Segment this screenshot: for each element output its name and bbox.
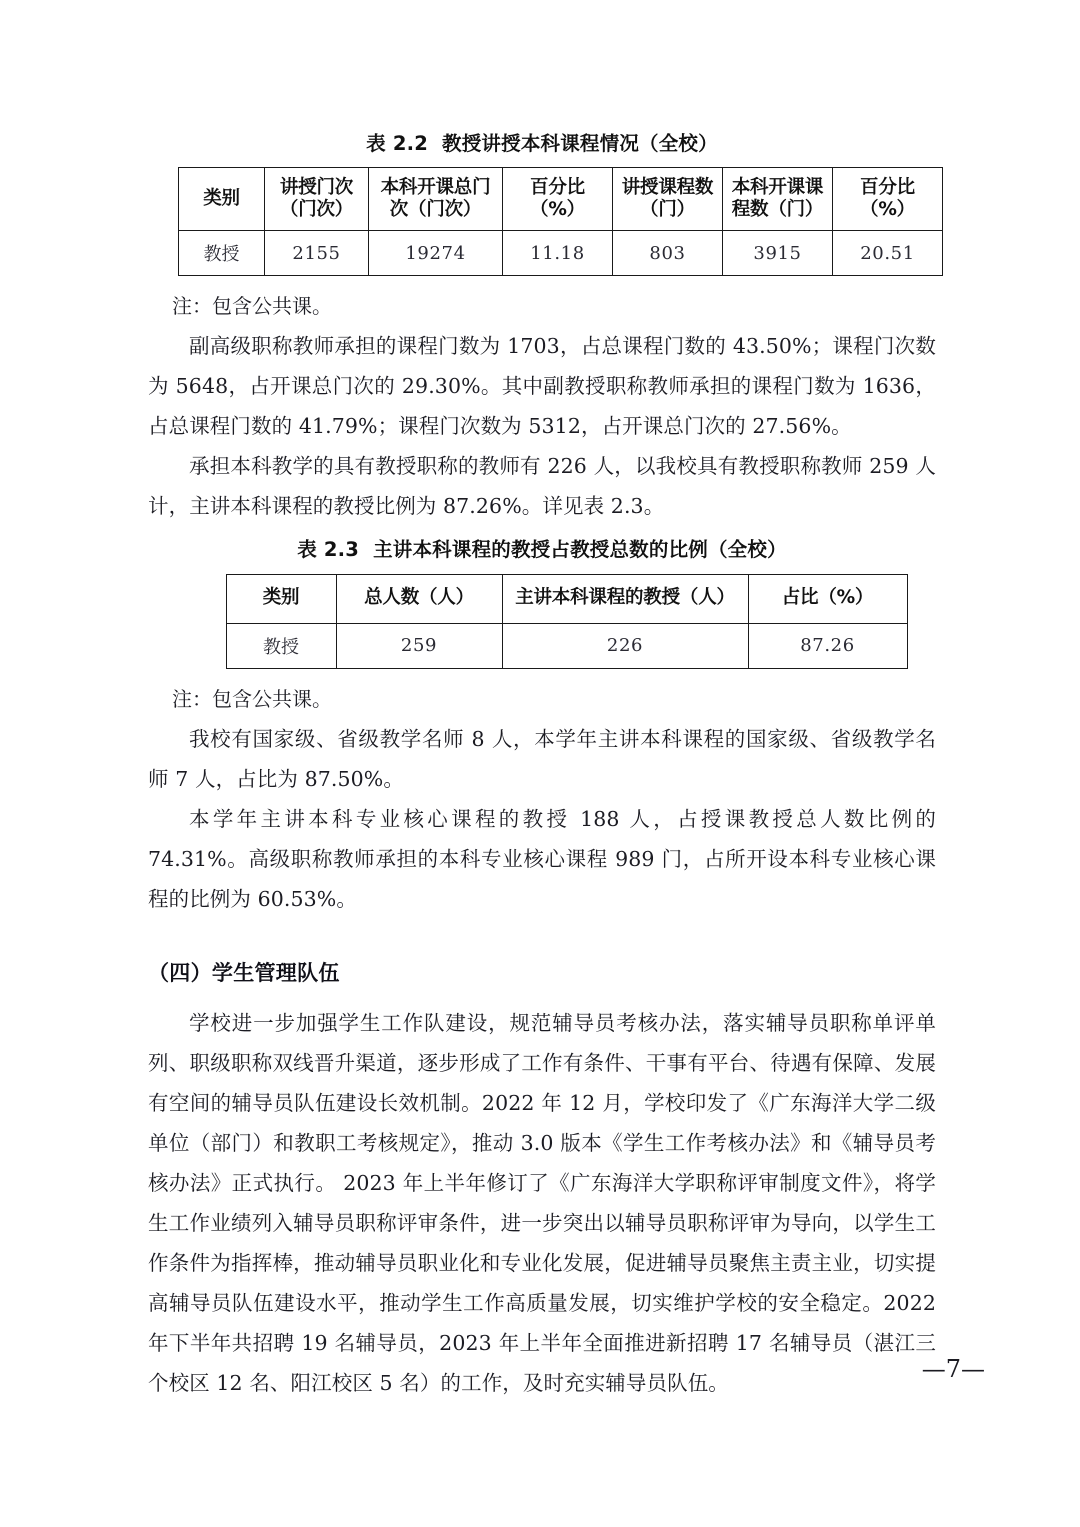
header-line: 百分比 (860, 176, 915, 198)
header-line: （%） (860, 199, 915, 221)
header-line: 本科开课总门 (380, 176, 491, 198)
header-line: 类别 (203, 188, 240, 210)
table-2-2-note: 注：包含公共课。 (172, 294, 332, 319)
paragraph-3: 我校有国家级、省级教学名师 8 人，本学年主讲本科课程的国家级、省级教学名师 7 人，占比为 87.50%。 (148, 726, 936, 791)
table-cell: 87.26 (748, 623, 907, 668)
table-2-3-note: 注：包含公共课。 (172, 686, 332, 711)
paragraph-5: 学校进一步加强学生工作队建设，规范辅导员考核办法，落实辅导员职称单评单列、职级职称双线晋升渠道，逐步形成了工作有条件、干事有平台、待遇有保障、发展有空间的辅导员队伍建设长效机制。2022 年 12 月，学校印发了《广东海洋大学二级单位（部门）和教职工考核规定》，推动 3.0 版本《学生工作考核办法》和《辅导员考核办法》正式执行。 2023 年上半年修订了《广东海洋大学职称评审制度文件》，将学生工作业绩列入辅导员职称评审条件，进一步突出以辅导员职称评审为导向，以学生工作条件为指挥棒，推动辅导员职业化和专业化发展，促进辅导员聚焦主责主业，切实提高辅导员队伍建设水平，推动学生工作高质量发展，切实维护学校的安全稳定。2022 年下半年共招聘 19 名辅导员，2023 年上半年全面推进新招聘 17 名辅导员（湛江三个校区 12 名、阳江校区 5 名）的工作，及时充实辅导员队伍。 (148, 1010, 936, 1395)
table-2-3-caption (148, 536, 936, 563)
header-line: 程数（门） (731, 199, 824, 221)
table-2-3-caption-label: 表 2.3 (297, 538, 360, 562)
table-cell: 259 (336, 623, 502, 668)
table-cell: 2155 (265, 231, 369, 276)
table-2-2-header-row (179, 168, 943, 231)
table-2-3-caption-title: 主讲本科课程的教授占教授总数的比例（全校） (373, 538, 787, 562)
paragraph-2: 承担本科教学的具有教授职称的教师有 226 人，以我校具有教授职称教师 259 人计，主讲本科课程的教授比例为 87.26%。详见表 2.3。 (148, 454, 936, 519)
table-cell: 19274 (369, 231, 503, 276)
table-2-2-header-cell (833, 168, 943, 231)
table-2-2-header-cell (265, 168, 369, 231)
table-row (226, 623, 907, 668)
table-cell: 803 (613, 231, 723, 276)
paragraph-4: 本学年主讲本科专业核心课程的教授 188 人，占授课教授总人数比例的 74.31%。高级职称教师承担的本科专业核心课程 989 门，占所开设本科专业核心课程的比例为 60.53%。 (148, 806, 936, 911)
header-line: （门次） (279, 199, 354, 221)
table-2-2-header-cell (369, 168, 503, 231)
paragraph-1: 副高级职称教师承担的课程门数为 1703，占总课程门数的 43.50%；课程门次数为 5648，占开课总门次的 29.30%。其中副教授职称教师承担的课程门数为 1636，占总课程门数的 41.79%；课程门次数为 5312，占开课总门次的 27.56%。 (148, 334, 936, 439)
header-line: 讲授门次 (279, 176, 354, 198)
table-2-3-header-cell: 主讲本科课程的教授（人） (502, 574, 748, 623)
table-cell: 11.18 (503, 231, 613, 276)
table-2-3-header-cell: 类别 (226, 574, 336, 623)
table-row (179, 231, 943, 276)
table-2-2-caption-label: 表 2.2 (366, 132, 429, 155)
table-2-2-wrapper (178, 167, 936, 276)
header-line: 次（门次） (389, 199, 482, 221)
table-cell: 226 (502, 623, 748, 668)
header-line: 百分比 (530, 176, 585, 198)
table-cell: 教授 (226, 623, 336, 668)
table-cell: 20.51 (833, 231, 943, 276)
table-cell: 3915 (723, 231, 833, 276)
table-2-2-caption (148, 130, 936, 157)
header-line: 讲授课程数 (621, 176, 714, 198)
table-2-3-header-row (226, 574, 907, 623)
table-2-3-wrapper (197, 574, 936, 669)
table-2-2-header-cell (179, 168, 265, 231)
header-line: 本科开课课 (731, 176, 824, 198)
table-2-2 (178, 167, 943, 276)
table-2-3-header-cell: 总人数（人） (336, 574, 502, 623)
table-2-3-header-cell: 占比（%） (748, 574, 907, 623)
page-number: —7— (921, 1355, 985, 1383)
table-2-2-header-cell (503, 168, 613, 231)
section-heading: （四）学生管理队伍 (148, 960, 340, 985)
table-2-2-header-cell (723, 168, 833, 231)
table-2-2-header-cell (613, 168, 723, 231)
page-content (148, 130, 936, 1403)
header-line: （%） (530, 199, 585, 221)
header-line: （门） (640, 199, 695, 221)
table-cell: 教授 (179, 231, 265, 276)
table-2-2-caption-title: 教授讲授本科课程情况（全校） (442, 132, 718, 155)
table-2-3 (226, 574, 908, 669)
